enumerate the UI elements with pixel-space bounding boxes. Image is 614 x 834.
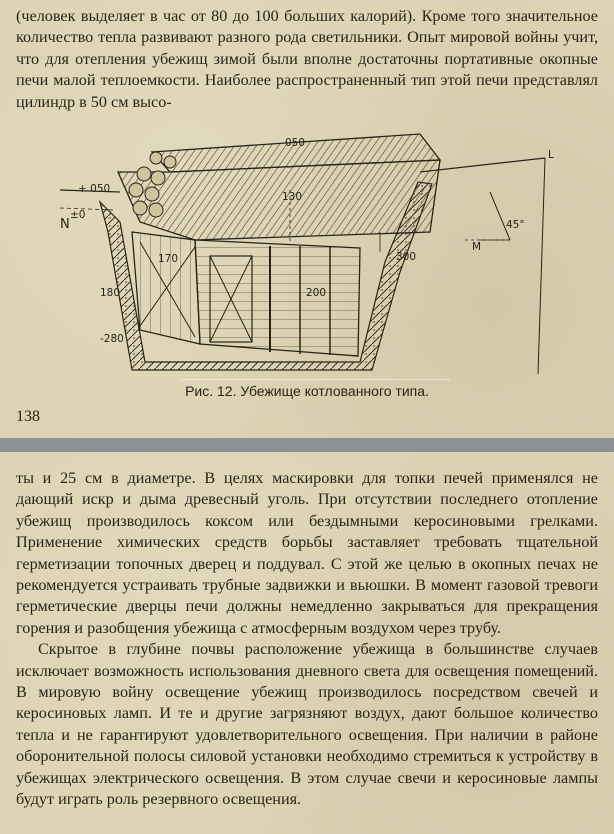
caption-rule bbox=[180, 379, 450, 380]
shelter-drawing bbox=[60, 112, 560, 374]
label-050: 050 bbox=[285, 137, 306, 149]
top-paragraph: (человек выделяет в час от 80 до 100 больших калорий). Кроме того значительное количество тепла развивают разного рода светильники. Опыт мировой войны учит, что для отепления убежищ зимой были вполне достаточны портативные окопные печи малой теплоемкости. Наиболее распространенный тип этой печи представлял цилиндр в 50 см высо- bbox=[16, 7, 598, 111]
label-200: 200 bbox=[306, 287, 327, 299]
front-wall bbox=[195, 240, 360, 356]
label-m: M bbox=[472, 241, 482, 253]
paragraph-lighting: Скрытое в глубине почвы расположение убежища в большинстве случаев исключает возможность использования дневного света для освещения помещений. В мировую войну освещение убежищ производилось посредством свечей и керосиновых ламп. И те и другие загрязняют воздух, дают большое количество тепла и не гарантируют удовлетворительного освещения. При наличии в районе оборонительной полосы силовой установки необходимо стремиться к устройству в убежищах электрического освещения. В этом случае свечи и керосиновые лампы будут играть роль резервного освещения. bbox=[16, 640, 598, 809]
shelter-figure bbox=[60, 112, 560, 374]
label-45: 45° bbox=[506, 219, 525, 231]
label-130: 130 bbox=[282, 191, 303, 203]
label-n: N bbox=[60, 217, 70, 232]
label-plus050: + 050 bbox=[78, 183, 111, 195]
label-180: 180 bbox=[100, 287, 121, 299]
page-number: 138 bbox=[16, 408, 40, 425]
roof-earth-layer bbox=[118, 160, 440, 240]
figure-caption: Рис. 12. Убежище котлованного типа. bbox=[185, 383, 429, 399]
label-l: L bbox=[548, 149, 554, 161]
page-gap bbox=[0, 438, 614, 452]
label-300: 300 bbox=[396, 251, 417, 263]
label-280: -280 bbox=[100, 333, 124, 345]
bottom-text-block bbox=[16, 468, 598, 811]
paragraph-heating: ты и 25 см в диаметре. В целях маскировки для топки печей применялся не дающий искр и дыма древесный уголь. При отсутствии последнего отопление убежищ производилось коксом или бездымными керосиновыми грелками. Применение химических средств борьбы заставляет требовать тщательной герметизации топочных дверец и поддувал. С этой же целью в окопных печах не рекомендуется устраивать трубные задвижки и вьюшки. В момент газовой тревоги герметические дверцы печи должны немедленно закрываться для прекращения горения и разобщения убежища с атмосферным воздухом через трубу. bbox=[16, 469, 598, 637]
right-edge-line bbox=[538, 158, 545, 374]
top-text-block bbox=[16, 6, 598, 113]
slope-line bbox=[490, 192, 510, 240]
bottom-page bbox=[0, 452, 614, 834]
label-zero: ±0 bbox=[70, 209, 86, 221]
label-170: 170 bbox=[158, 253, 179, 265]
